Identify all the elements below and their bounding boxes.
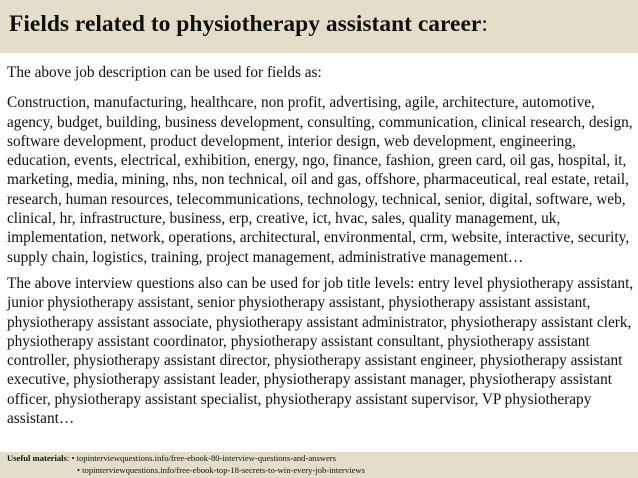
footer-row-1 bbox=[7, 453, 638, 465]
slide-title bbox=[9, 10, 638, 38]
slide-content bbox=[7, 63, 634, 428]
footer-bar bbox=[0, 452, 638, 478]
title-bar bbox=[0, 0, 638, 53]
intro-text: The above job description can be used for fields as: bbox=[7, 64, 322, 81]
footer-label-colon: : bbox=[66, 453, 70, 463]
footer-row-2 bbox=[7, 465, 638, 477]
job-levels-text: The above interview questions also can be used for job title levels: entry level physiotherapy assistant, junior physiotherapy assistant, senior physiotherapy assistant, physiotherapy assistant assistant, physiotherapy assistant associate, physiotherapy assistant administrator, physiotherapy assistant clerk, physiotherapy assistant coordinator, physiotherapy assistant consultant, physiotherapy assistant controller, physiotherapy assistant director, physiotherapy assistant engineer, physiotherapy assistant executive, physiotherapy assistant leader, physiotherapy assistant manager, physiotherapy assistant officer, physiotherapy assistant specialist, physiotherapy assistant supervisor, VP physiotherapy assistant… bbox=[7, 274, 634, 428]
footer-link-1[interactable]: • topinterviewquestions.info/free-ebook-80-interview-questions-and-answers bbox=[71, 453, 337, 463]
slide-title-text: Fields related to physiotherapy assistant career bbox=[9, 11, 482, 37]
footer-label: Useful materials bbox=[7, 453, 67, 463]
fields-list-text: Construction, manufacturing, healthcare, non profit, advertising, agile, architecture, automotive, agency, budget, building, business development, consulting, communication, clinical research, design, software development, product development, interior design, web development, engineering, education, events, electrical, exhibition, energy, ngo, finance, fashion, green card, oil gas, hospital, it, marketing, media, mining, nhs, non technical, oil and gas, offshore, pharmaceutical, real estate, retail, research, human resources, telecommunications, technology, technical, senior, digital, software, web, clinical, hr, infrastructure, business, erp, creative, ict, hvac, sales, quality management, uk, implementation, network, operations, architectural, environmental, crm, website, interactive, security, supply chain, logistics, training, project management, administrative management… bbox=[7, 94, 633, 266]
slide-title-colon: : bbox=[481, 11, 488, 37]
footer-link-2[interactable]: • topinterviewquestions.info/free-ebook-top-18-secrets-to-win-every-job-interviews bbox=[77, 464, 365, 475]
